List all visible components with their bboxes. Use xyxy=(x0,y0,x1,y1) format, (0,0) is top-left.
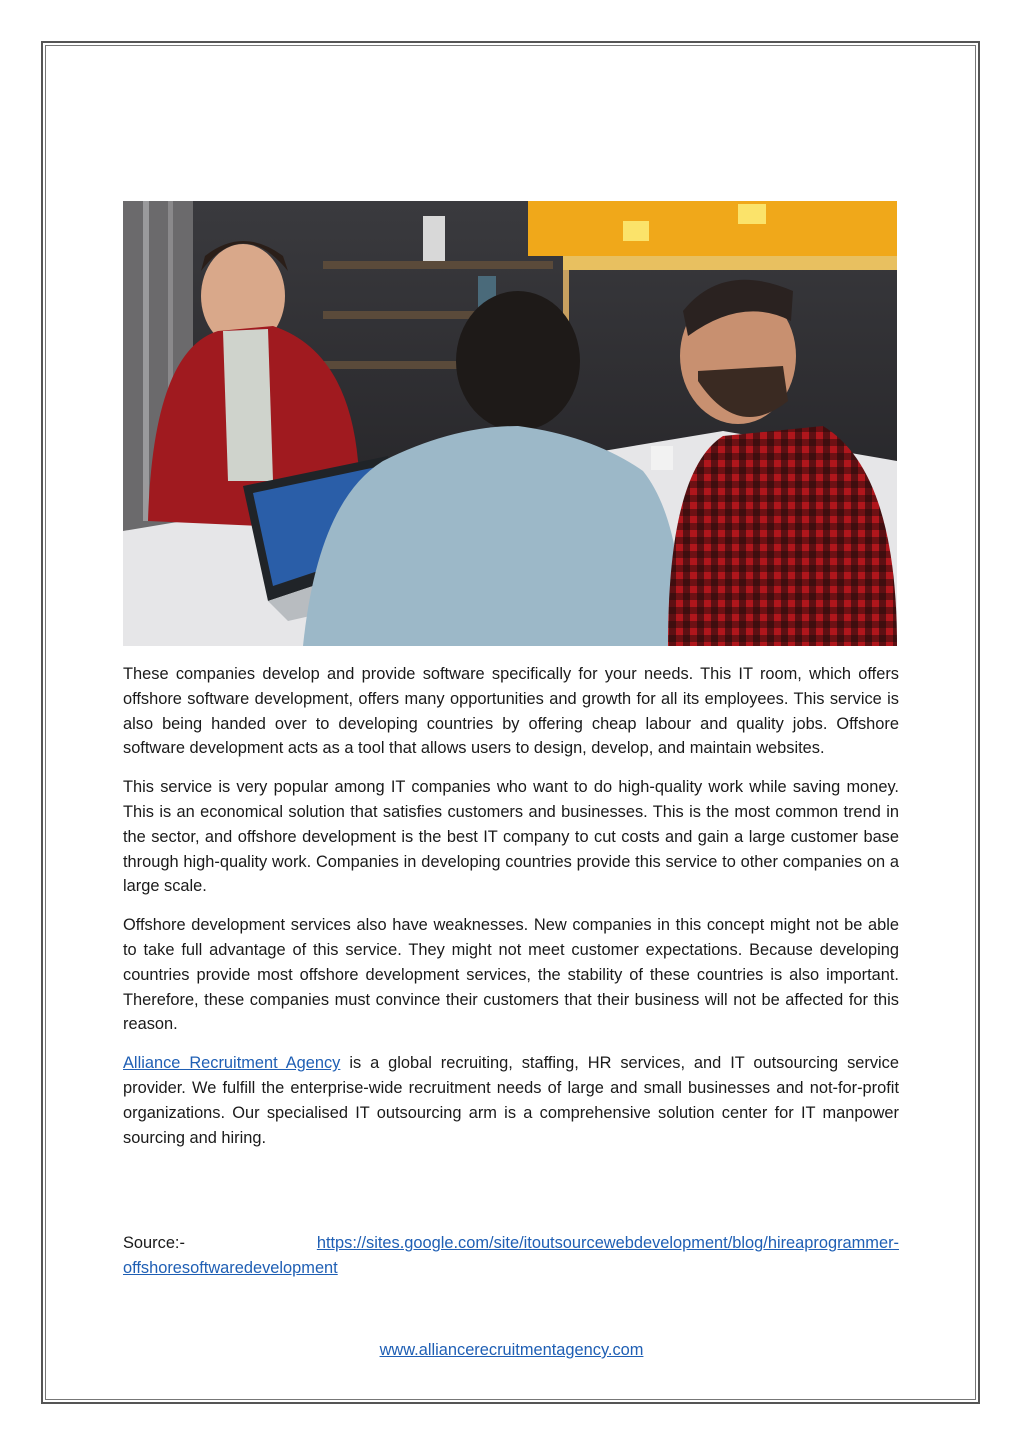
paragraph-2: This service is very popular among IT companies who want to do high-quality work while saving money. This is an economical solution that satisfies customers and businesses. This is the most common trend in the sector, and offshore development is the best IT company to cut costs and gain a large customer base through high-quality work. Companies in developing countries provide this service to other companies on a large scale. xyxy=(123,778,899,896)
paragraph-1: These companies develop and provide software specifically for your needs. This IT room, which offers offshore software development, offers many opportunities and growth for all its employees. This service is also being handed over to developing countries by offering cheap labour and quality jobs. Offshore software development acts as a tool that allows users to design, develop, and maintain websites. xyxy=(123,665,899,758)
office-meeting-photo xyxy=(123,201,897,646)
agency-link[interactable]: Alliance Recruitment Agency xyxy=(123,1054,341,1073)
article-body xyxy=(123,662,899,1164)
agency-description: is a global recruiting, staffing, HR services, and IT outsourcing service provider. We fulfill the enterprise-wide recruitment needs of large and small businesses and not-for-profit organizations. Our specialised IT outsourcing arm is a comprehensive solution center for IT manpower sourcing and hiring. xyxy=(123,1054,899,1147)
source-section xyxy=(123,1231,899,1281)
source-url-link-continued[interactable]: offshoresoftwaredevelopment xyxy=(123,1258,338,1277)
website-link[interactable]: www.alliancerecruitmentagency.com xyxy=(379,1341,644,1359)
paragraph-3: Offshore development services also have weaknesses. New companies in this concept might not be able to take full advantage of this service. They might not meet customer expectations. Because developing countries provide most offshore development services, the stability of these countries is also important. Therefore, these companies must convince their customers that their business will not be affected for this reason. xyxy=(123,916,899,1034)
source-label: Source:- xyxy=(123,1234,185,1252)
source-url-link[interactable]: https://sites.google.com/site/itoutsourcewebdevelopment/blog/hireaprogrammer- xyxy=(316,1234,899,1252)
footer xyxy=(0,1341,1023,1360)
paragraph-agency xyxy=(123,1051,899,1150)
